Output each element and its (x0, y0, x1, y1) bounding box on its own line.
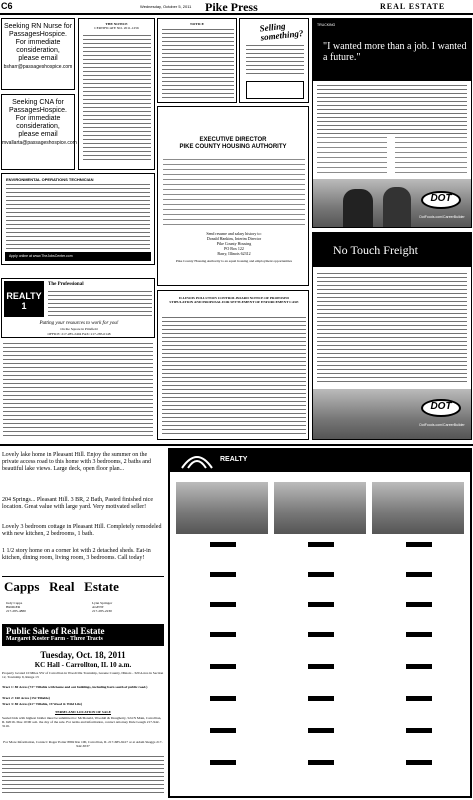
realty-logo-icon (180, 452, 214, 470)
realty-listing-grid (170, 472, 470, 798)
illinois-notice-body (162, 317, 306, 435)
notice-2-title: NOTICE (190, 22, 204, 26)
section-title: REAL ESTATE (380, 2, 446, 11)
listing-price-23 (308, 760, 334, 765)
listing-price-16 (210, 696, 236, 701)
notice-2-body (162, 29, 234, 99)
rn-line-1: Seeking RN Nurse for (3, 23, 73, 30)
realty-big-ad (168, 448, 472, 798)
cna-line-1: Seeking CNA for (12, 99, 64, 106)
capps-broker-name: Judy Capps (6, 601, 23, 605)
capps-agent-phone: 217-285-2230 (92, 609, 112, 613)
listing-price-1 (210, 542, 236, 547)
listing-photo-1[interactable] (176, 482, 268, 534)
classified-text-block (3, 343, 153, 438)
trucking-2-dot-logo: DOT (421, 399, 461, 417)
listing-3-text: Lovely 3 bedroom cottage in Pleasant Hill. Completely remodeled with new kitchen, 2 bedrooms, 1 bath. (2, 524, 162, 537)
executive-eeo: Pike County Housing Authority is an equal housing and employment opportunities (176, 259, 292, 263)
trucking-1-col-b (395, 137, 467, 177)
trucking-1-label: TRUCKING (317, 23, 336, 27)
executive-contact-org: Pike County Housing (216, 241, 252, 246)
rn-line-5: please email (18, 55, 58, 62)
capps-ad (2, 576, 164, 600)
listing-price-10 (210, 632, 236, 637)
realty-1-logo: REALTY 1 (4, 281, 44, 317)
auction-place: KC Hall - Carrollton, IL 10 a.m. (34, 661, 132, 669)
listing-price-6 (406, 572, 432, 577)
cna-ad (1, 94, 75, 170)
listing-2-text: 204 Springs... Pleasant Hill. 3 BR, 2 Bath, Pasted finished nice location. Great value with large yard. Very motivated seller! (2, 497, 153, 510)
rn-line-2: PassagesHospice. (9, 31, 67, 38)
listing-2 (2, 497, 164, 511)
listing-1-text: Lovely lake home in Pleasant Hill. Enjoy the summer on the private access road to this home with 3 bedrooms, 2 baths and beautiful lake views. Large deck, open floor plan... (2, 452, 151, 472)
listing-4-text: 1 1/2 story home on a corner lot with 2 detached sheds. Eat-in kitchen, dining room, living room, 3 bedrooms. Call today! (2, 548, 151, 561)
listing-price-21 (406, 728, 432, 733)
executive-title: EXECUTIVE DIRECTOR (199, 137, 267, 143)
trucking-1-quote: "I wanted more than a job. I wanted a future." (323, 41, 467, 63)
page-code: C6 (1, 1, 13, 11)
listing-price-3 (406, 542, 432, 547)
trucking-2-title: No Touch Freight (333, 243, 418, 257)
executive-contact-city: Barry, Illinois 62312 (217, 251, 251, 256)
newspaper-title: Pike Press (205, 0, 258, 14)
selling-form (246, 81, 304, 99)
listing-price-24 (406, 760, 432, 765)
listing-price-8 (308, 602, 334, 607)
executive-contact-name: Donald Hankins, Interim Director (206, 236, 262, 241)
trucking-ad-1 (312, 18, 472, 228)
cna-line-5: please email (18, 131, 58, 138)
notice-2 (157, 18, 237, 103)
listing-price-4 (210, 572, 236, 577)
listing-price-13 (210, 664, 236, 669)
listing-price-11 (308, 632, 334, 637)
realty-big-brand: REALTY (220, 456, 248, 463)
auction-terms-title: TERMS AND LOCATION OF SALE (54, 710, 111, 714)
listing-price-5 (308, 572, 334, 577)
realty-1-tagline: Putting your resources to work for you! (39, 321, 119, 326)
auction-tract-2: Tract 2: 160 Acres (152 Tillable) (2, 696, 50, 700)
realty-1-location: On the Square in Pittsfield (60, 327, 98, 331)
listing-price-9 (406, 602, 432, 607)
legal-notice-sub: CERTIFICATE NO. 2011-1256 (94, 26, 139, 30)
capps-broker (6, 601, 76, 613)
cna-line-4: consideration, (16, 123, 60, 130)
listing-photo-3[interactable] (372, 482, 464, 534)
capps-agent-name: Lynn Springer (92, 601, 113, 605)
capps-agent (92, 601, 162, 613)
environmental-tech-ad (1, 173, 155, 265)
legal-notice-body (83, 35, 151, 163)
realty-big-header (170, 450, 470, 472)
realty-1-ad (1, 278, 155, 338)
cna-line-3: For immediate (15, 115, 61, 122)
listing-price-18 (406, 696, 432, 701)
env-title: ENVIRONMENTAL OPERATIONS TECHNICIAN (6, 177, 94, 182)
cna-email-link[interactable]: mvallarta@passageshospice.com (2, 140, 77, 146)
env-body (6, 184, 150, 250)
legal-notice (78, 18, 155, 170)
auction-terms: Sealed bids with highest bidder must be submitted to: McDonald, Woodall & Dougherty, 524 N Main, Carrollton, IL 62016. Due 10:00 a.m. the day of the sale. For terms and information, contact Attorney Dale Gough 217-942-3116. (2, 716, 162, 728)
listing-price-14 (308, 664, 334, 669)
capps-agent-label: AGENT (92, 605, 104, 609)
executive-org: PIKE COUNTY HOUSING AUTHORITY (179, 144, 287, 150)
trucking-1-dot-logo: DOT (421, 191, 461, 209)
capps-title: Capps Real Estate (4, 579, 119, 594)
listing-price-2 (308, 542, 334, 547)
rn-ad (1, 18, 75, 90)
listing-3 (2, 524, 164, 538)
listing-photo-2[interactable] (274, 482, 366, 534)
illinois-notice-title: ILLINOIS POLLUTION CONTROL BOARD NOTICE OF PROPOSED STIPULATION AND PROPOSAL FOR SETTLEMENT OF ENFORCEMENT CASE (169, 296, 299, 304)
rn-line-4: consideration, (16, 47, 60, 54)
masthead (0, 0, 473, 14)
listing-price-20 (308, 728, 334, 733)
trucking-2-company: DotFoods.com/CareerBuilder (419, 423, 465, 427)
executive-contact-box: PO Box 122 (224, 246, 244, 251)
listing-price-12 (406, 632, 432, 637)
auction-body: Property located 10 Miles SW of Carrollton in Woodville Township, Greene County, Illinois - 320 Acres in Section 12, Township 9, Range 13 (2, 671, 164, 679)
selling-ad (239, 18, 309, 103)
listing-price-22 (210, 760, 236, 765)
auction-date: Tuesday, Oct. 18, 2011 (40, 650, 126, 660)
listing-price-7 (210, 602, 236, 607)
auction-fine-print (2, 756, 164, 794)
auction-tract-1: Tract 1: 80 Acres (73+ Tillable with home and out buildings, including barn south of public road.) (2, 685, 148, 689)
listing-4 (2, 548, 164, 562)
listing-price-17 (308, 696, 334, 701)
rn-line-3: For immediate (15, 39, 61, 46)
env-apply-link[interactable]: Apply online at www.TheJobsCenter.com (5, 252, 151, 261)
auction-header (2, 624, 164, 646)
trucking-1-col-a (317, 137, 387, 177)
illinois-pollution-notice (157, 290, 309, 440)
trucking-2-body (317, 273, 467, 383)
trucking-2-header (313, 233, 471, 267)
executive-body (163, 159, 305, 229)
rn-email-link[interactable]: bsharr@passageshospice.com (3, 64, 73, 70)
auction-tract-3: Tract 3: 80 Acres (61+ Tillable, 19 Wood & Wild Life) (2, 702, 83, 706)
trucking-1-header (313, 19, 471, 81)
capps-broker-label: BROKER (6, 605, 21, 609)
listing-price-15 (406, 664, 432, 669)
capps-broker-phone: 217-285-4880 (6, 609, 26, 613)
trucking-1-body (317, 85, 467, 135)
selling-title: Selling something? (259, 20, 304, 43)
realty-1-phone: OFFICE: 217-285-2404 FAX: 217-285-0148 (47, 332, 111, 336)
trucking-1-company: DotFoods.com/CareerBuilder (419, 215, 465, 219)
selling-body (246, 45, 304, 77)
executive-send: Send resume and salary history to: (206, 231, 262, 236)
trucking-ad-2 (312, 232, 472, 440)
issue-date: Wednesday, October 5, 2011 (140, 4, 192, 9)
cna-line-2: PassagesHospice. (9, 107, 67, 114)
realty-1-name: The Professional (48, 282, 84, 287)
auction-contact: For More Information, Contact: Roger Potter 8892 Rte 100, Carrollton, IL 217-685-9417 or at Adam Skaggs 217-942-6537 (3, 740, 163, 748)
auction-subtitle: Margaret Koster Farm - Three Tracts (6, 636, 103, 642)
auction-title: Public Sale of Real Estate (6, 626, 105, 636)
legal-notice-title: THE NOTICE (105, 22, 128, 26)
realty-1-agents (48, 291, 152, 317)
listing-1 (2, 452, 164, 473)
listing-price-19 (210, 728, 236, 733)
executive-director-ad (157, 106, 309, 286)
